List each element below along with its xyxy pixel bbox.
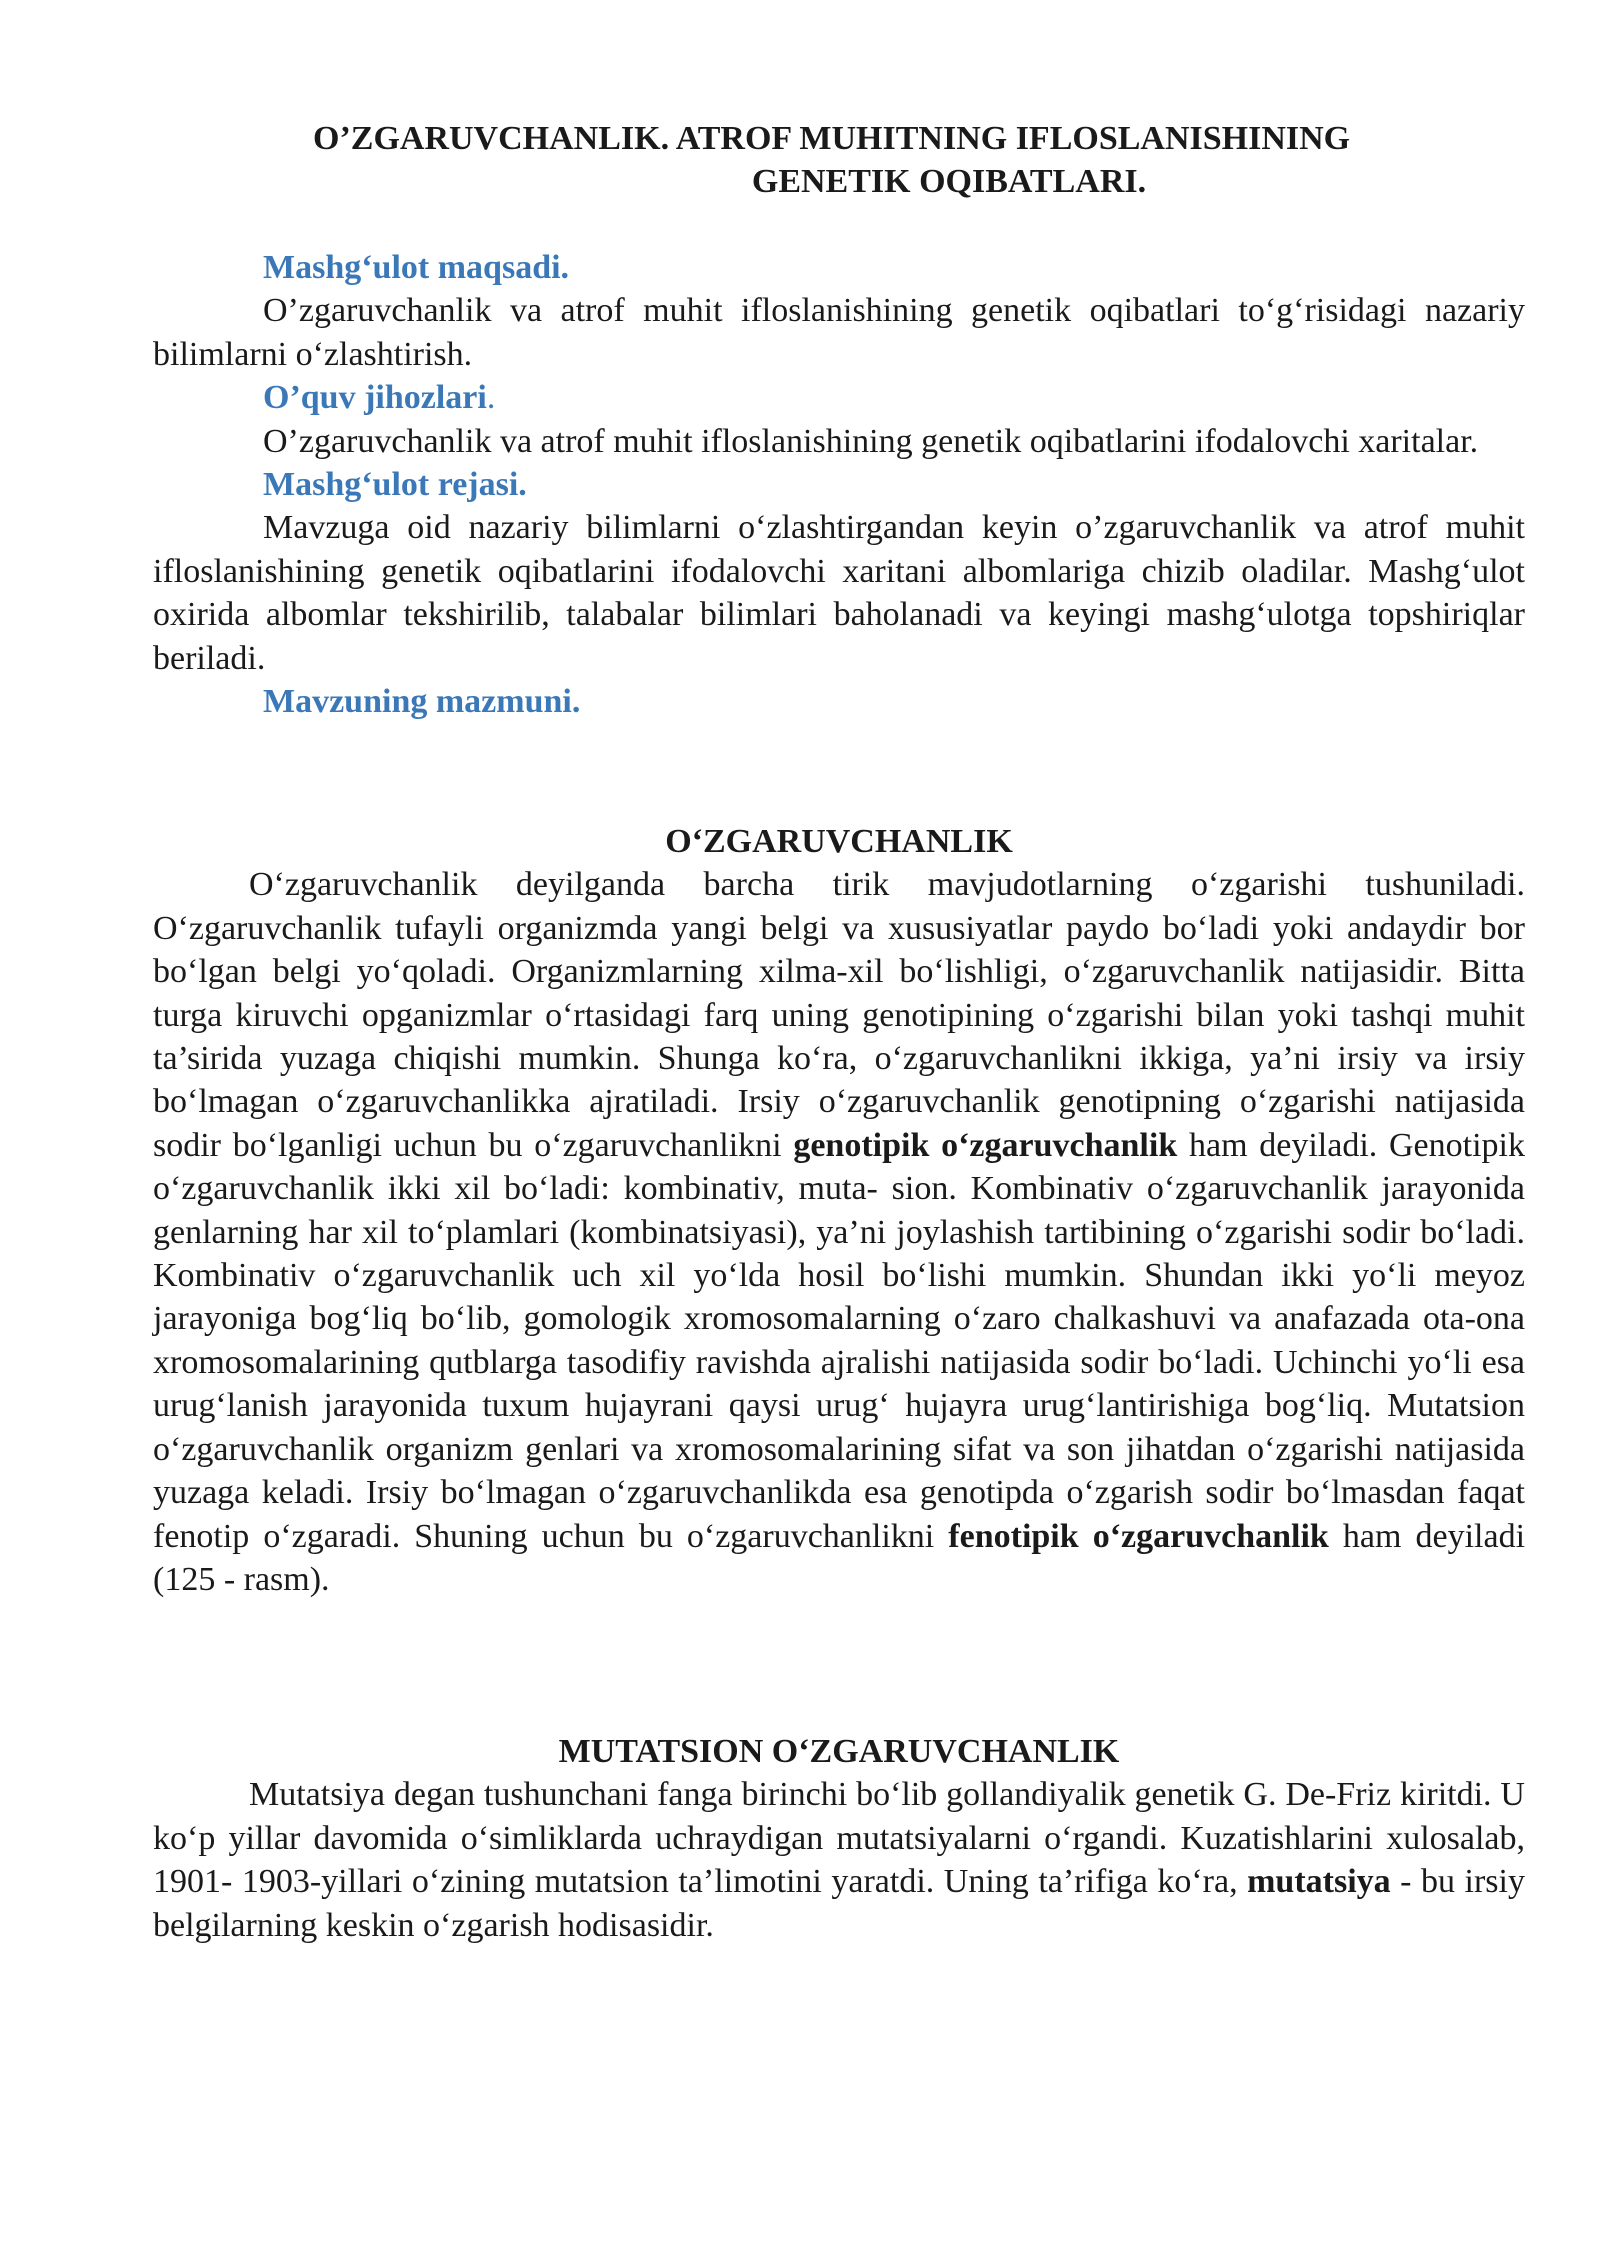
mutation-section <box>153 1730 1525 1947</box>
mutation-heading: MUTATSION O‘ZGARUVCHANLIK <box>558 1733 1120 1770</box>
plan-text: Mavzuga oid nazariy bilimlarni o‘zlashtirgandan keyin o’zgaruvchanlik va atrof muhit ifloslanishining genetik oqibatlarini ifodalovchi xaritani albomlariga chizib oladilar. Mashg‘ulot oxirida albomlar tekshirilib, talabalar bilimlari baholanadi va keyingi mashg‘ulotga topshiriqlar beriladi. <box>153 509 1525 677</box>
equipment-label-dot: . <box>486 379 496 417</box>
equipment-text: O’zgaruvchanlik va atrof muhit ifloslanishining genetik oqibatlarini ifodalovchi xaritalar. <box>263 422 1479 460</box>
equipment-label <box>153 376 1525 419</box>
purpose-label: Mashg‘ulot maqsadi. <box>263 249 570 286</box>
title-line-2: GENETIK OQIBATLARI. <box>751 163 1147 201</box>
variability-bold-1: genotipik o‘zgaruvchanlik <box>793 1126 1178 1164</box>
variability-text-1: O‘zgaruvchanlik deyilganda barcha tirik mavjudotlarning o‘zgarishi tushuniladi. O‘zgaruvchanlik tufayli organizmda yangi belgi va xususiyatlar paydo bo‘ladi yoki andaydir bor bo‘lgan belgi yo‘qoladi. Organizmlarning xilma-xil bo‘lishligi, o‘zgaruvchanlik natijasidir. Bitta turga kiruvchi opganizmlar o‘rtasidagi farq uning genotipining o‘zgarishi bilan yoki tashqi muhit ta’sirida yuzaga chiqishi mumkin. Shunga ko‘ra, o‘zgaruvchanlikni ikkiga, ya’ni irsiy va irsiy bo‘lmagan o‘zgaruvchanlikka ajratiladi. Irsiy o‘zgaruvchanlik genotipning o‘zgarishi natijasida sodir bo‘lganligi uchun bu o‘zgaruvchanlikni <box>153 866 1525 1164</box>
title-line-1: O’ZGARUVCHANLIK. ATROF MUHITNING IFLOSLANISHINING <box>313 120 1351 157</box>
plan-label: Mashg‘ulot rejasi. <box>263 466 527 504</box>
equipment-label-text: O’quv jihozlari <box>263 379 487 417</box>
intro-sections <box>153 246 1525 723</box>
variability-bold-2: fenotipik o‘zgaruvchanlik <box>948 1517 1329 1555</box>
purpose-text: O’zgaruvchanlik va atrof muhit ifloslanishining genetik oqibatlari to‘g‘risidagi nazariy bilimlarni o‘zlashtirish. <box>153 292 1525 373</box>
mutation-text-2: - bu irsiy belgilarning keskin o‘zgarish hodisasidir. <box>153 1863 1525 1944</box>
variability-text-2: ham deyiladi. Genotipik o‘zgaruvchanlik ikki xil bo‘ladi: kombinativ, muta- sion. Kombinativ o‘zgaruvchanlik jarayonida genlarning har xil to‘plamlari (kombinatsiyasi), ya’ni joylashish tartibining o‘zgarishi sodir bo‘ladi. Kombinativ o‘zgaruvchanlik uch xil yo‘lda hosil bo‘lishi mumkin. Shundan ikki yo‘li meyoz jarayoniga bog‘liq bo‘lib, gomologik xromosomalarning o‘zaro chalkashuvi va anafazada ota-ona xromosomalarining qutblarga tasodifiy ravishda ajralishi natijasida sodir bo‘ladi. Uchinchi yo‘li esa urug‘lanish jarayonida tuxum hujayrani qaysi urug‘ hujayra urug‘lantirishiga bog‘liq. Mutatsion o‘zgaruvchanlik organizm genlari va xromosomalarining sifat va son jihatdan o‘zgarishi natijasida yuzaga keladi. Irsiy bo‘lmagan o‘zgaruvchanlikda esa genotipda o‘zgarish sodir bo‘lmasdan faqat fenotip o‘zgaradi. Shuning uchun bu o‘zgaruvchanlikni <box>153 1126 1525 1555</box>
variability-text-3: ham deyiladi (125 - rasm). <box>153 1517 1526 1598</box>
mutation-text-1: Mutatsiya degan tushunchani fanga birinchi bo‘lib gollandiyalik genetik G. De-Friz kiritdi. U ko‘p yillar davomida o‘simliklarda uchraydigan mutatsiyalarni o‘rgandi. Kuzatishlarini xulosalab, 1901- 1903-yillari o‘zining mutatsion ta’limotini yaratdi. Uning ta’rifiga ko‘ra, <box>153 1776 1525 1901</box>
variability-section <box>153 820 1525 1601</box>
mutation-paragraph <box>153 1773 1525 1947</box>
variability-heading: O‘ZGARUVCHANLIK <box>665 823 1013 860</box>
variability-paragraph <box>153 863 1525 1601</box>
document-title <box>153 117 1525 204</box>
mutation-bold-1: mutatsiya <box>1247 1863 1391 1901</box>
content-label: Mavzuning mazmuni. <box>263 683 581 721</box>
